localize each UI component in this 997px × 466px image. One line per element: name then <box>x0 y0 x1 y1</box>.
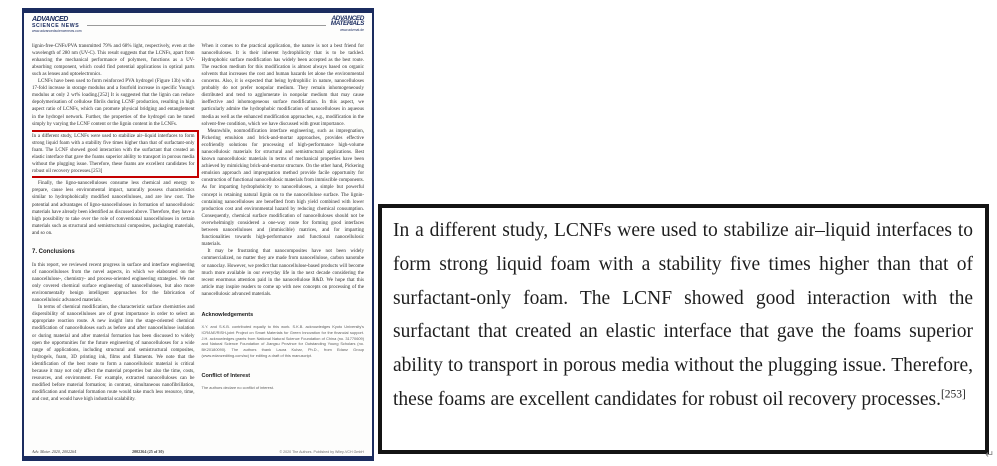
paragraph: Meanwhile, nonmodification interface engineering, such as impregnation, Pickering emulsion and brick-and-mortar approaches, provides effective ecofriendly solutions for processing of high-performance high-volume nanocellulosic materials for structural and semistructural applications. Best known nanocellulosic materials in terms of mechanical properties have been achieved by mimicking brick-and-mortar structure. On the other hand, Pickering emulsion approach and impregnation method provide facile opportunity for construction of functional nanocellulosic materials from immiscible components. As for imparting hydrophobicity to nanocelluloses, a simple but powerful concept is retaining natural lignin on to the nanocellulose surface. The lignin-containing nanocelluloses are benefited from high yield combined with lower production cost and environmental hazard by reducing chemical consumption. Consequently, chemical surface modification of nanocelluloses should not be overwhelmingly considered a one-way route for forming good interfaces between nanocelluloses and (immiscible) matrices, and for imparting functionalities towards high-performance and functional nanocellulosic materials. <box>201 128 364 248</box>
magnified-paragraph <box>393 214 973 417</box>
advanced-materials-logo <box>331 16 364 33</box>
paragraph: In terms of chemical modification, the characteristic surface chemistries and dispersibility of nanocelluloses are of great importance in order to select an appropriate reaction route. A new insight into the stage-oriented chemical modification of nanocelluloses such as before and after nanocellulose isolation or during material and after material formation has been discussed to widely open the opportunities for the future engineering of nanocelluloses for a wide range of applications, including structural and semistructural composites, hydrogels, foam, 3D printing ink, films and filaments. We note that the identification of the best route to form a nanocellulosic material is critical because it may not only affect the material properties but also the time, costs, resources, and environment. For example, extracted nanocelluloses can be modified before material formation; in contrast, simultaneous nanofibrillation, modification and material formation route would take much less resource, time, and cost, and would have high industrial scalability. <box>32 305 195 403</box>
header-divider-line <box>87 16 326 26</box>
conflict-of-interest-heading: Conflict of Interest <box>201 372 251 379</box>
reference-superscript: [253] <box>940 388 966 401</box>
left-column <box>32 43 195 431</box>
paragraph: It may be frustrating that nanocomposites have not been widely commercialized, no matter they are made from nanocellulose, carbon nanotube or nanoclay. However, we predict that nanocellulose-based products will become much more available in our everyday life in the next decade considering the recent enormous attention paid in the nanocellulose R&D. We hope that this article may inspire readers to come up with new concepts on processing of the nanocellulosic advanced materials. <box>201 249 364 297</box>
right-column <box>202 43 365 431</box>
journal-page <box>22 8 374 461</box>
logo-text-materials: MATERIALS <box>330 20 364 28</box>
footer-page-number: 2002264 (25 of 30) <box>132 449 164 454</box>
footer-citation: Adv. Mater. 2020, 2002264 <box>32 449 77 454</box>
magnified-paragraph-text: In a different study, LCNFs were used to stabilize air–liquid interfaces to form strong liquid foam with a stability five times higher than that of surfactant-only foam. The LCNF showed good interaction with the surfactant that created an elastic interface that gave the foams superior ability to transport in porous media without the plugging issue. Therefore, these foams are excellent candidates for robust oil recovery processes. <box>393 220 973 410</box>
journal-page-inner <box>24 13 372 456</box>
magnified-excerpt-box <box>378 204 989 454</box>
page-header <box>32 16 364 34</box>
logo-text-advanced: ADVANCED <box>331 15 364 22</box>
highlighted-paragraph: In a different study, LCNFs were used to stabilize air–liquid interfaces to form strong liquid foam with a stability five times higher than that of surfactant-only foam. The LCNF showed good interaction with the surfactant that created an elastic interface that gave the foams superior ability to transport in porous media without the plugging issue. Therefore, these foams are excellent candidates for robust oil recovery processes.[253] <box>32 133 195 175</box>
logo-text-advanced: ADVANCED <box>32 16 68 23</box>
conflict-of-interest-text: The authors declare no conflict of interest. <box>201 384 274 390</box>
conclusions-heading: 7. Conclusions <box>32 249 75 256</box>
logo-text-science-news: SCIENCE NEWS <box>32 22 80 29</box>
paragraph: lignin-free-CNFs/PVA transmitted 79% and 68% light, respectively, even at the wavelength of 280 nm (UV-C). This result suggests that the LCNFs, apart from enhancing the mechanical performance of polymers, functions as a UV-absorbing component, which could find potential applications in optical parts such as lenses and optoelectronics. <box>32 43 195 77</box>
advmat-url: www.advmat.de <box>340 28 364 33</box>
advanced-science-news-logo <box>32 16 82 34</box>
return-mark-glyph: ↵ <box>985 448 995 461</box>
paragraph: Finally, the ligno-nanocelluloses consume less chemical and energy to prepare, cause less environmental impact, naturally possess characteristics similar to hydrophobically modified nanocelluloses, and are low cost. The potential and advantages of ligno-nanocelluloses in formation of nanocellulosic materials have already been identified as discussed above. Therefore, they have a high possibility to take over the role of conventional nanocelluloses in certain materials such as structural and semistructural composites, packaging materials, and so on. <box>32 181 195 236</box>
highlight-red-box <box>32 130 199 179</box>
two-column-body <box>32 43 364 431</box>
acknowledgements-heading: Acknowledgements <box>201 311 254 318</box>
paragraph: When it comes to the practical application, the nature is not a best friend for nanocelluloses. It is their inherent hydrophilicity that is to be tackled. Hydrophobic surface modification has widely been accepted as the best route. The reaction medium for this modification is almost always based on organic solvents that increases the cost and human hazards let alone the environmental concerns. Also, it is expected that being hydrophilic in nature, nanocelluloses probably do not prefer nonpolar medium. They remain inhomogeneously distributed and tend to agglomerate in nonpolar medium that may cause ineffective and inhomogeneous surface modification. In this aspect, we particularly admire the hydrophobic modification of nanocelluloses in aqueous media as well as the enhanced modification approaches, e.g., modification in the solvent-free condition, which we have discussed with great importance. <box>201 43 364 127</box>
footer-copyright: © 2020 The Authors. Published by Wiley-VCH GmbH <box>279 450 364 454</box>
science-news-url: www.advancedsciencenews.com <box>32 29 82 34</box>
page-footer <box>32 449 364 454</box>
paragraph: LCNFs have been used to form reinforced PVA hydrogel (Figure 13b) with a 17-fold increase in storage modulus and a fourfold increase in specific Young's modulus at only 2 wt% loading.[252] It is suggested that the lignin can reduce depolymerisation of cellulose fibrils during LCNF production, resulting in high aspect ratio of LCNFs, which can promote physical bridging and entanglement in the hydrogel network. Further, the properties of the hydrogel can be tuned simply by varying the LCNF content or the lignin content in the LCNFs. <box>32 79 195 127</box>
paragraph: In this report, we reviewed recent progress in surface and interface engineering of nanocelluloses from the novel aspects, in which we elaborated on the nanocellulose-, chemistry- and process-oriented engineering strategies. We not only covered chemical surface engineering of nanocelluloses, but also more environmentally benign intelligent approaches for the fabrication of nanocellulosic advanced materials. <box>32 262 195 304</box>
acknowledgements-text: X.Y. and S.K.B. contributed equally to this work. S.K.B. acknowledges Kyoto University's ICR/IAE/RISH-joint Project on Smart Materials for Green Innovation for the financial support. J.H. acknowledges grants from National Natural Science Foundation of China (no. 31770609) and Natural Science Foundation of Jiangsu Province for Outstanding Young Scholars (no. BK20180090). The authors thank Laura Kuhar, Ph.D., from Edanz Group (www.edanzediting.com/ac) for editing a draft of this manuscript. <box>201 323 364 359</box>
